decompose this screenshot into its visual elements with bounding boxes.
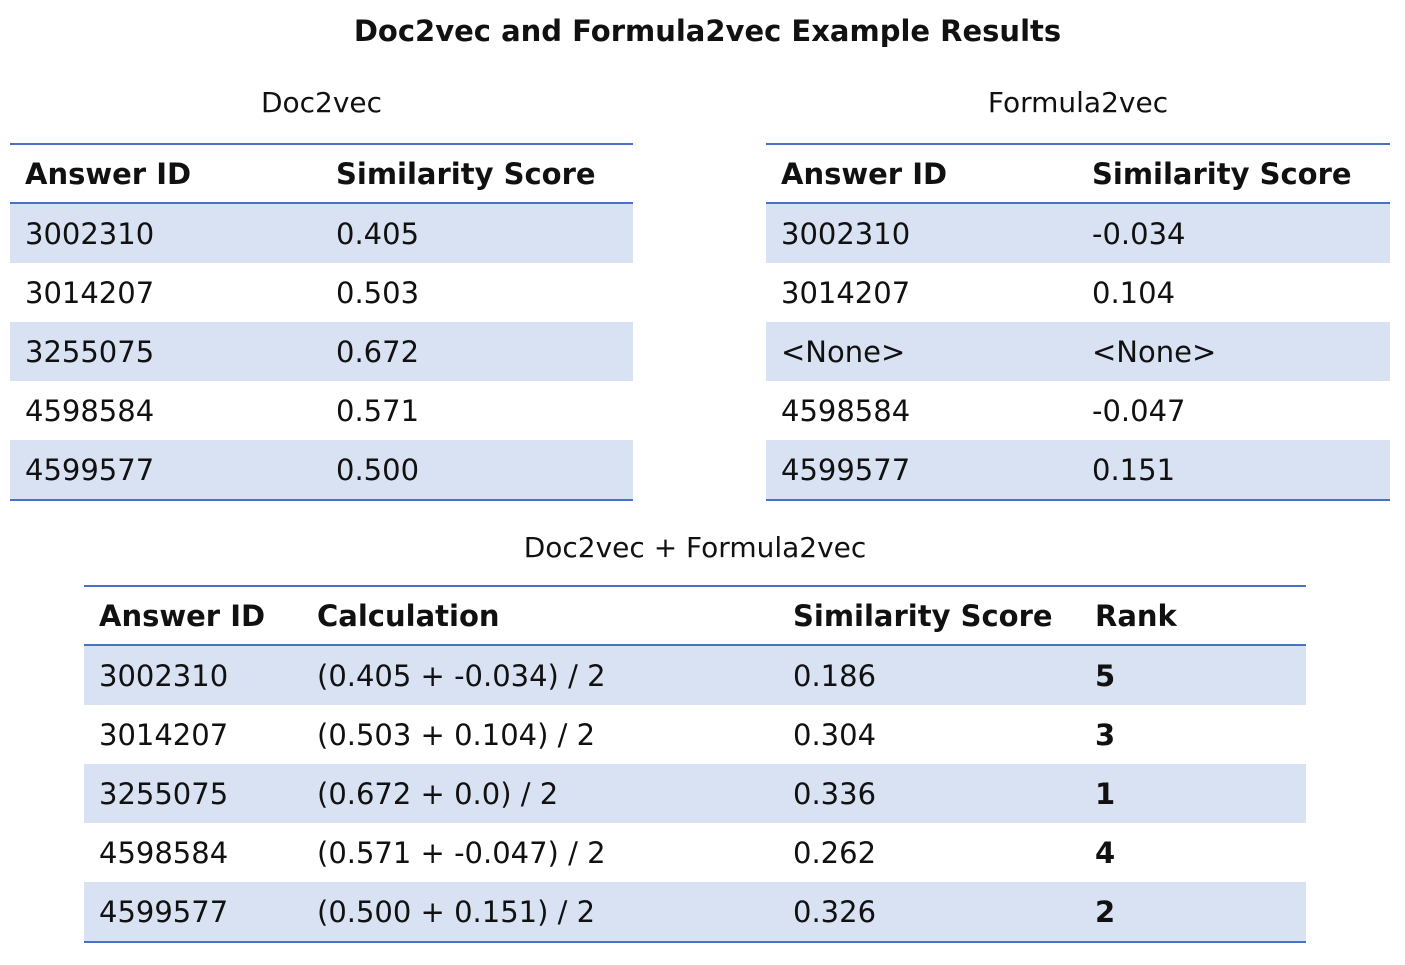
answer-id-cell: 3002310: [84, 645, 302, 705]
column-header: Similarity Score: [778, 586, 1080, 645]
similarity-score-cell: 0.503: [336, 275, 420, 310]
table-row: [10, 322, 633, 381]
formula2vec-caption: Formula2vec: [987, 86, 1169, 119]
similarity-score-cell: 0.304: [793, 717, 877, 752]
doc2vec-caption: Doc2vec: [260, 86, 383, 119]
column-header: Similarity Score: [321, 144, 633, 203]
column-header: Calculation: [302, 586, 778, 645]
similarity-score-cell: 0.186: [778, 645, 1080, 705]
combined-table: [84, 585, 1306, 943]
answer-id-cell: 4599577: [10, 440, 321, 500]
table-header-row: [766, 144, 1390, 203]
doc2vec-table: [10, 143, 633, 501]
table-row: [84, 705, 1306, 764]
rank-cell: 2: [1080, 882, 1306, 942]
similarity-score-cell: 0.104: [1092, 275, 1176, 310]
similarity-score-cell: 0.262: [793, 835, 877, 870]
column-header: Answer ID: [766, 144, 1077, 203]
similarity-score-cell: 0.405: [321, 203, 633, 263]
answer-id-cell: <None>: [766, 322, 1077, 381]
rank-cell: 3: [1095, 717, 1116, 752]
similarity-score-cell: 0.672: [321, 322, 633, 381]
answer-id-cell: 3014207: [99, 717, 229, 752]
table-row: [10, 203, 633, 263]
table-row: [84, 882, 1306, 942]
rank-cell: 1: [1080, 764, 1306, 823]
calculation-cell: (0.503 + 0.104) / 2: [317, 717, 596, 752]
table-row: [766, 263, 1390, 322]
answer-id-cell: 4599577: [84, 882, 302, 942]
table-header-row: [10, 144, 633, 203]
column-header: Rank: [1080, 586, 1306, 645]
similarity-score-cell: 0.151: [1077, 440, 1390, 500]
similarity-score-cell: -0.047: [1092, 393, 1186, 428]
table-row: [766, 381, 1390, 440]
similarity-score-cell: 0.336: [778, 764, 1080, 823]
column-header: Similarity Score: [1077, 144, 1390, 203]
answer-id-cell: 3002310: [766, 203, 1077, 263]
answer-id-cell: 3014207: [781, 275, 911, 310]
table-row: [10, 440, 633, 500]
calculation-cell: (0.500 + 0.151) / 2: [302, 882, 778, 942]
table-row: [766, 322, 1390, 381]
table-row: [84, 645, 1306, 705]
answer-id-cell: 4598584: [781, 393, 911, 428]
answer-id-cell: 4598584: [99, 835, 229, 870]
column-header: Answer ID: [10, 144, 321, 203]
table-row: [766, 440, 1390, 500]
column-header: Answer ID: [84, 586, 302, 645]
page-title: Doc2vec and Formula2vec Example Results: [353, 14, 1062, 48]
answer-id-cell: 4599577: [766, 440, 1077, 500]
answer-id-cell: 4598584: [25, 393, 155, 428]
answer-id-cell: 3255075: [10, 322, 321, 381]
table-row: [84, 823, 1306, 882]
rank-cell: 5: [1080, 645, 1306, 705]
answer-id-cell: 3014207: [25, 275, 155, 310]
similarity-score-cell: -0.034: [1077, 203, 1390, 263]
similarity-score-cell: 0.571: [336, 393, 420, 428]
calculation-cell: (0.405 + -0.034) / 2: [302, 645, 778, 705]
rank-cell: 4: [1095, 835, 1116, 870]
table-row: [84, 764, 1306, 823]
table-row: [10, 381, 633, 440]
formula2vec-table: [766, 143, 1390, 501]
calculation-cell: (0.571 + -0.047) / 2: [317, 835, 606, 870]
table-header-row: [84, 586, 1306, 645]
combined-caption: Doc2vec + Formula2vec: [523, 531, 867, 564]
similarity-score-cell: 0.500: [321, 440, 633, 500]
calculation-cell: (0.672 + 0.0) / 2: [302, 764, 778, 823]
answer-id-cell: 3002310: [10, 203, 321, 263]
table-row: [10, 263, 633, 322]
answer-id-cell: 3255075: [84, 764, 302, 823]
table-row: [766, 203, 1390, 263]
similarity-score-cell: <None>: [1077, 322, 1390, 381]
similarity-score-cell: 0.326: [778, 882, 1080, 942]
